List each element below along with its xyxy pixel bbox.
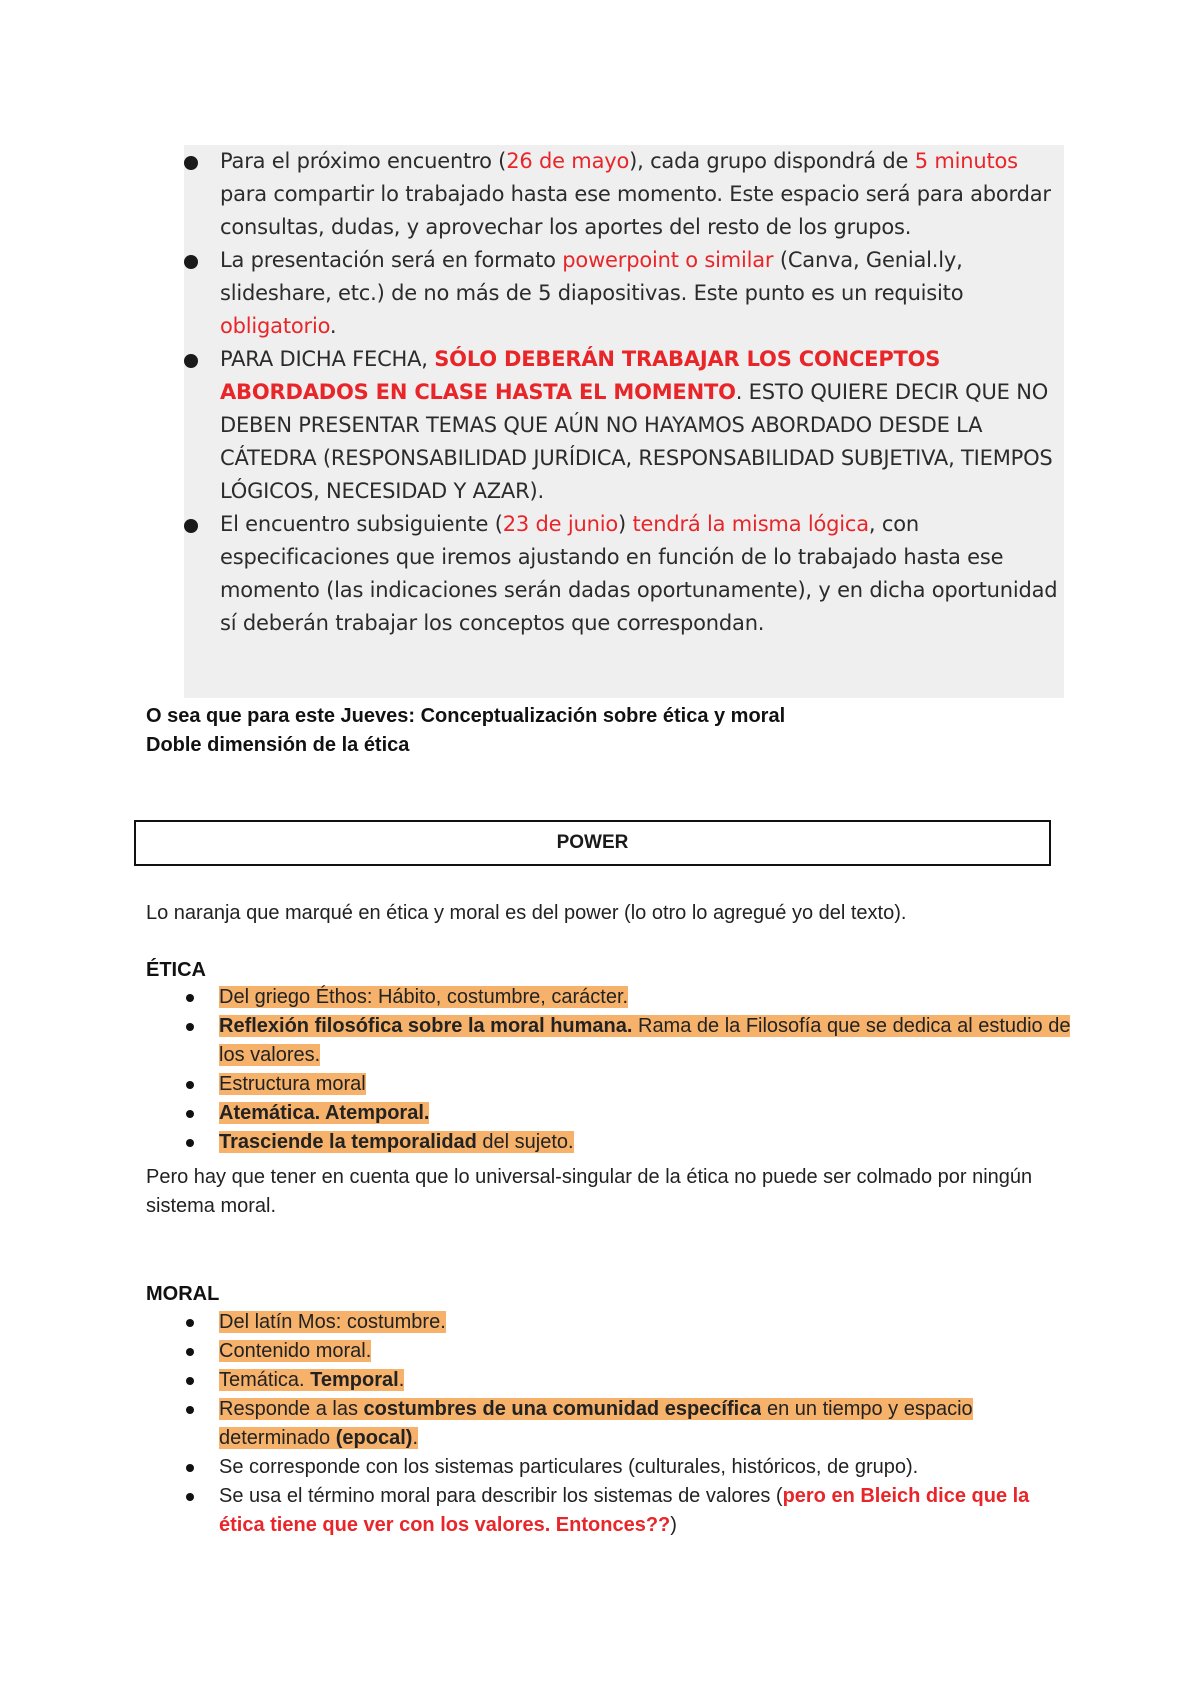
text-segment: . [329,314,337,338]
intro-paragraph: Lo naranja que marqué en ética y moral es del power (lo otro lo agregué yo del texto). [146,902,907,924]
power-section-box [134,820,1051,866]
text-segment: Temporal [310,1369,399,1391]
bullet-icon [186,1406,194,1414]
etica-item [146,1128,1076,1157]
moral-item [146,1337,1076,1366]
moral-item [146,1453,1076,1482]
instruction-item [184,343,1064,508]
text-segment: Contenido moral. [219,1340,372,1362]
text-segment: en un tiempo y espacio determinado [219,1398,973,1449]
text-segment: , con especificaciones que iremos ajustando en función de lo trabajado hasta ese momento (las indicaciones serán dadas oportunamente), y en dicha oportunidad sí deberán trabajar los conceptos que correspondan. [220,512,1058,635]
text-segment: Para el próximo encuentro ( [220,149,507,173]
etica-item [146,983,1076,1012]
etica-item [146,1070,1076,1099]
text-segment: Se usa el término moral para describir los sistemas de valores ( [219,1485,783,1507]
text-segment: . ESTO QUIERE DECIR QUE NO DEBEN PRESENTAR TEMAS QUE AÚN NO HAYAMOS ABORDADO DESDE LA CÁTEDRA (RESPONSABILIDAD JURÍDICA, RESPONSABILIDAD SUBJETIVA, TIEMPOS LÓGICOS, NECESIDAD Y AZAR). [220,380,1053,503]
text-segment: pero en Bleich dice que la ética tiene que ver con los valores. Entonces?? [219,1485,1030,1536]
text-segment: 5 minutos [914,149,1018,173]
text-segment: ) [617,512,633,536]
moral-item [146,1395,1076,1453]
text-segment: para compartir lo trabajado hasta ese momento. Este espacio será para abordar consultas, dudas, y aprovechar los aportes del resto de los grupos. [220,182,1051,239]
text-segment: SÓLO DEBERÁN TRABAJAR LOS CONCEPTOS ABORDADOS EN CLASE HASTA EL MOMENTO [220,347,941,404]
bullet-icon [186,1081,194,1089]
bullet-icon [184,156,198,170]
text-segment: powerpoint o similar [562,248,774,272]
etica-item [146,1012,1076,1070]
bullet-icon [186,1464,194,1472]
text-segment: Se corresponde con los sistemas particulares (culturales, históricos, de grupo). [219,1456,919,1478]
text-segment: 26 de mayo [506,149,630,173]
bullet-icon [184,255,198,269]
text-segment: 23 de junio [502,512,618,536]
bullet-icon [184,519,198,533]
summary-line-1: O sea que para este Jueves: Conceptualización sobre ética y moral [146,705,786,727]
moral-item [146,1308,1076,1337]
instruction-item [184,145,1064,244]
etica-heading: ÉTICA [146,959,206,981]
moral-list [146,1308,1076,1540]
text-segment: Estructura moral [219,1073,366,1095]
bullet-icon [184,354,198,368]
bullet-icon [186,1493,194,1501]
moral-item [146,1366,1076,1395]
text-segment: Responde a las [219,1398,364,1420]
text-segment: Atemática. Atemporal. [219,1102,430,1124]
text-segment: (epocal) [335,1427,413,1449]
text-segment: tendrá la misma lógica [632,512,869,536]
text-segment: ) [670,1514,677,1536]
bullet-icon [186,1348,194,1356]
text-segment: Temática. [219,1369,311,1391]
text-segment: (Canva, Genial.ly, slideshare, etc.) de no más de 5 diapositivas. Este punto es un requisito [220,248,964,305]
moral-item [146,1482,1076,1540]
etica-note: Pero hay que tener en cuenta que lo universal-singular de la ética no puede ser colmado por ningún sistema moral. [146,1166,1033,1217]
etica-list [146,983,1076,1157]
moral-heading: MORAL [146,1283,220,1305]
text-segment: Del latín Mos: costumbre. [219,1311,446,1333]
instruction-item [184,508,1064,640]
bullet-icon [186,994,194,1002]
power-section-label: POWER [556,832,629,853]
text-segment: ), cada grupo dispondrá de [629,149,915,173]
bullet-icon [186,1023,194,1031]
text-segment: El encuentro subsiguiente ( [220,512,503,536]
text-segment: obligatorio [220,314,330,338]
bullet-icon [186,1110,194,1118]
text-segment: Rama de la Filosofía que se dedica al estudio de los valores. [219,1015,1071,1066]
text-segment: costumbres de una comunidad específica [363,1398,762,1420]
text-segment: Trasciende la temporalidad [219,1131,477,1153]
summary-line-2: Doble dimensión de la ética [146,734,410,756]
text-segment: . [412,1427,418,1449]
text-segment: del sujeto. [476,1131,574,1153]
text-segment: La presentación será en formato [220,248,563,272]
text-segment: Reflexión filosófica sobre la moral humana. [219,1015,633,1037]
bullet-icon [186,1319,194,1327]
text-segment: PARA DICHA FECHA, [220,347,435,371]
text-segment: . [398,1369,405,1391]
etica-item [146,1099,1076,1128]
instructions-list [184,145,1064,640]
instruction-item [184,244,1064,343]
bullet-icon [186,1377,194,1385]
text-segment: Del griego Éthos: Hábito, costumbre, carácter. [219,986,629,1008]
bullet-icon [186,1139,194,1147]
